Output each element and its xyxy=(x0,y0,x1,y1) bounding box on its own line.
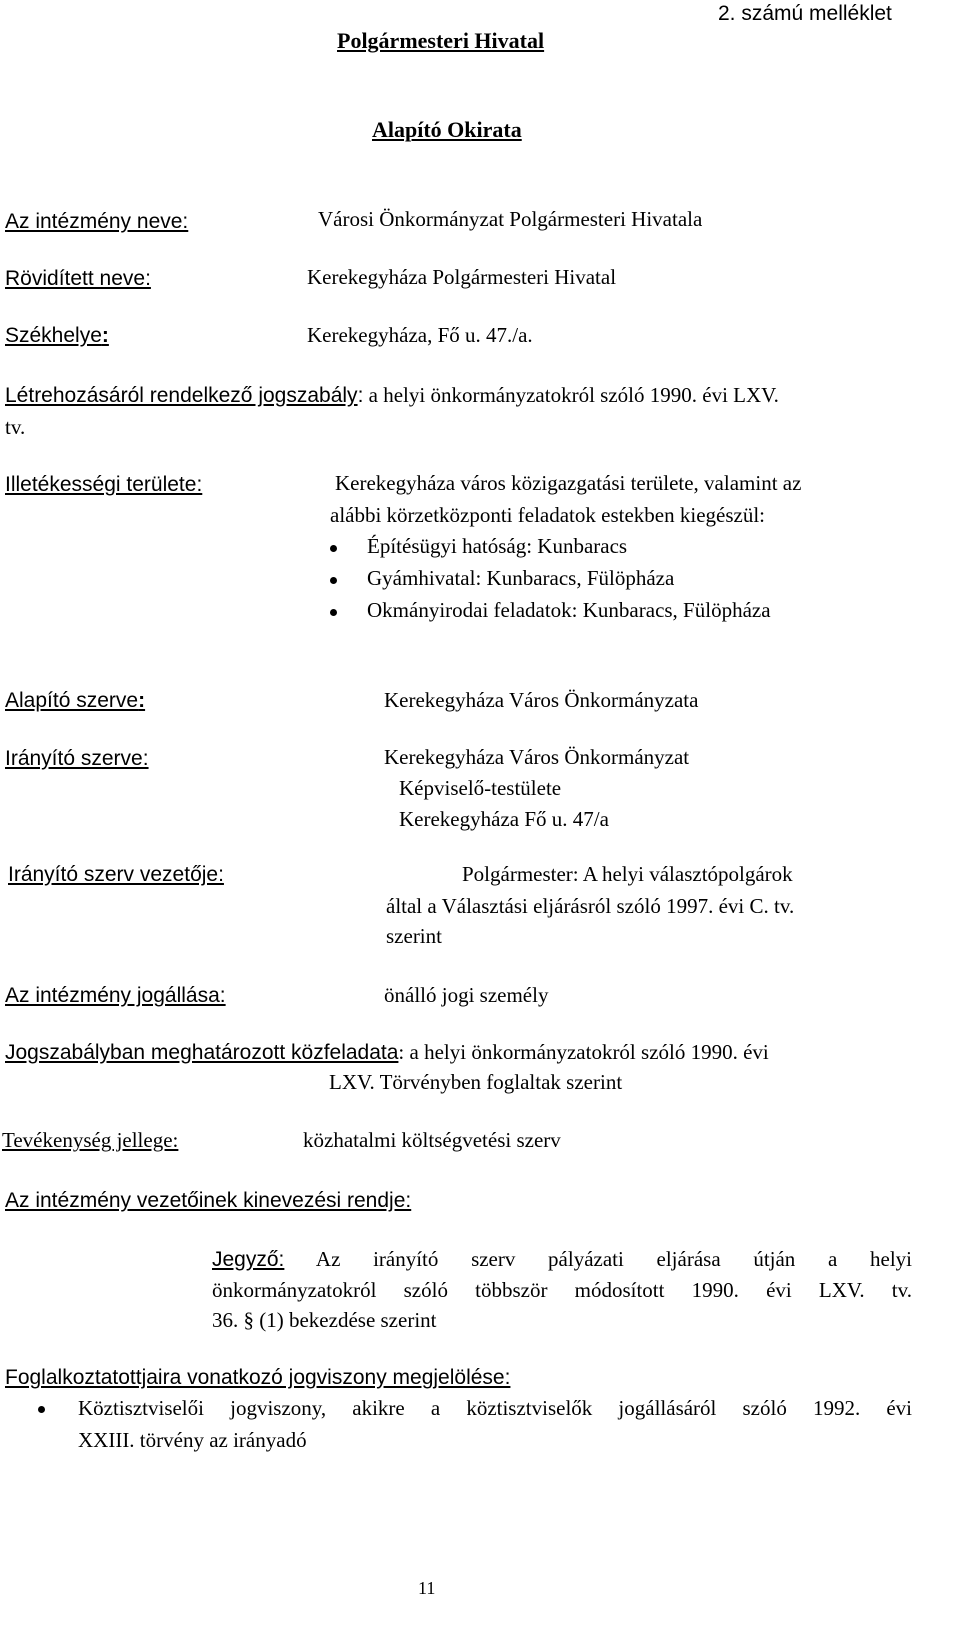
governing-line3: Kerekegyháza Fő u. 47/a xyxy=(399,807,609,831)
head-line2: által a Választási eljárásról szóló 1997. évi C. tv. xyxy=(386,894,795,918)
employment-line1: Köztisztviselői jogviszony, akikre a köztisztviselők jogállásáról szóló 1992. évi xyxy=(78,1396,912,1420)
office-title: Polgármesteri Hivatal xyxy=(337,28,545,53)
founder-label-line xyxy=(5,688,145,713)
bullet-icon xyxy=(330,545,337,552)
public-task-line xyxy=(5,1040,769,1065)
short-name-value: Kerekegyháza Polgármesteri Hivatal xyxy=(307,265,617,289)
appendix-label: 2. számú melléklet xyxy=(718,2,892,25)
law-value-line2: tv. xyxy=(5,415,26,439)
governing-label: Irányító szerve: xyxy=(5,747,149,770)
public-task-label: Jogszabályban meghatározott közfeladata xyxy=(5,1041,399,1064)
legal-status-value: önálló jogi személy xyxy=(384,983,549,1007)
jurisdiction-label: Illetékességi területe: xyxy=(5,473,203,496)
seat-label: Székhelye xyxy=(5,324,102,347)
founder-label: Alapító szerve xyxy=(5,689,139,712)
notary-line1: Az irányító szerv pályázati eljárása útján a helyi xyxy=(284,1247,912,1271)
notary-line2: önkormányzatokról szóló többször módosított 1990. évi LXV. tv. xyxy=(212,1278,912,1302)
jurisdiction-item: Építésügyi hatóság: Kunbaracs xyxy=(367,534,628,558)
bullet-icon xyxy=(38,1406,45,1413)
jurisdiction-line2: alábbi körzetközponti feladatok estekben kiegészül: xyxy=(330,503,766,527)
jurisdiction-item: Gyámhivatal: Kunbaracs, Fülöpháza xyxy=(367,566,675,590)
name-value: Városi Önkormányzat Polgármesteri Hivatala xyxy=(318,207,703,231)
law-colon: : xyxy=(357,384,364,407)
head-line3: szerint xyxy=(386,924,442,948)
bullet-icon xyxy=(330,577,337,584)
law-label: Létrehozásáról rendelkező jogszabály xyxy=(5,384,358,407)
employment-line2: XXIII. törvény az irányadó xyxy=(78,1428,307,1452)
appointment-label: Az intézmény vezetőinek kinevezési rendje: xyxy=(5,1189,412,1212)
notary-line3: 36. § (1) bekezdése szerint xyxy=(212,1308,437,1332)
head-label: Irányító szerv vezetője: xyxy=(8,863,224,886)
jurisdiction-item: Okmányirodai feladatok: Kunbaracs, Fülöpháza xyxy=(367,598,771,622)
public-task-line2: LXV. Törvényben foglaltak szerint xyxy=(329,1070,623,1094)
activity-value: közhatalmi költségvetési szerv xyxy=(303,1128,561,1152)
bullet-icon xyxy=(330,609,337,616)
activity-label: Tevékenység jellege: xyxy=(2,1128,179,1152)
seat-label-line xyxy=(5,323,109,348)
notary-label: Jegyző: xyxy=(212,1248,285,1271)
notary-line1-wrap xyxy=(212,1247,912,1272)
governing-line1: Kerekegyháza Város Önkormányzat xyxy=(384,745,690,769)
seat-colon: : xyxy=(101,324,109,347)
founder-value: Kerekegyháza Város Önkormányzata xyxy=(384,688,699,712)
public-task-line1: : a helyi önkormányzatokról szóló 1990. évi xyxy=(398,1040,769,1064)
employment-label: Foglalkoztatottjaira vonatkozó jogviszony megjelölése: xyxy=(5,1366,511,1389)
jurisdiction-line1: Kerekegyháza város közigazgatási területe, valamint az xyxy=(335,471,802,495)
legal-status-label: Az intézmény jogállása: xyxy=(5,984,226,1007)
governing-line2: Képviselő-testülete xyxy=(399,776,562,800)
founder-colon: : xyxy=(138,689,146,712)
name-label: Az intézmény neve: xyxy=(5,210,189,233)
seat-value: Kerekegyháza, Fő u. 47./a. xyxy=(307,323,533,347)
law-value-line1: a helyi önkormányzatokról szóló 1990. évi LXV. xyxy=(363,383,779,407)
document-title: Alapító Okirata xyxy=(372,117,522,142)
page-number: 11 xyxy=(418,1578,436,1598)
head-line1: Polgármester: A helyi választópolgárok xyxy=(462,862,793,886)
short-name-label: Rövidített neve: xyxy=(5,267,151,290)
law-line xyxy=(5,383,779,408)
